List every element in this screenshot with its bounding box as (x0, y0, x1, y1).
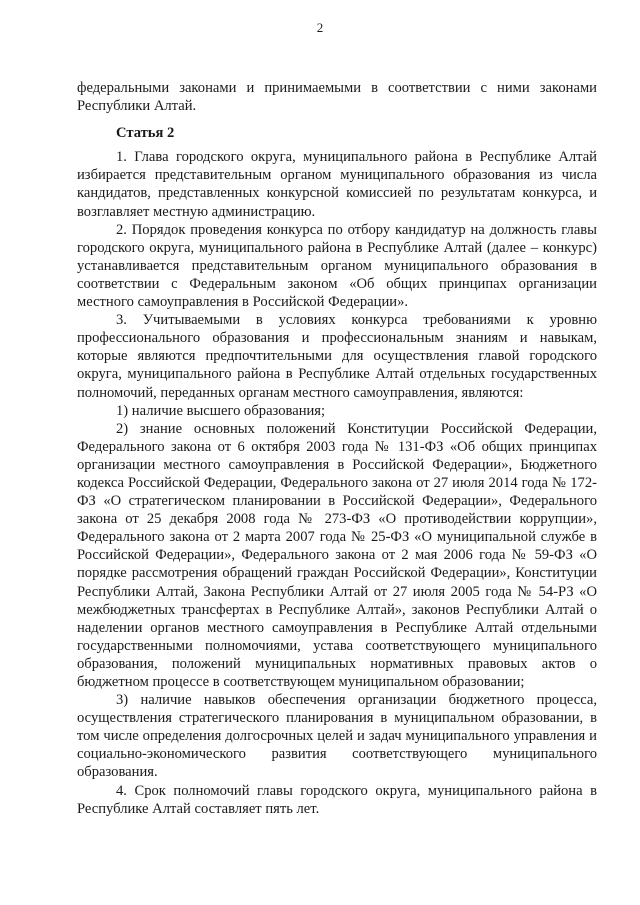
paragraph-4: 4. Срок полномочий главы городского округа, муниципального района в Республике Алтай составляет пять лет. (77, 782, 597, 817)
paragraph-3: 3. Учитываемыми в условиях конкурса требованиями к уровню профессионального образования и профессиональным знаниям и навыкам, которые являются предпочтительными для осуществления главой городского округа, муниципального района в Республике Алтай отдельных государственных полномочий, переданных органам местного самоуправления, являются: (77, 312, 597, 401)
paragraph-1: 1. Глава городского округа, муниципального района в Республике Алтай избирается представительным органом муниципального образования из числа кандидатов, представленных конкурсной комиссией по результатам конкурса, и возглавляет местную администрацию. (77, 149, 597, 220)
intro-paragraph: федеральными законами и принимаемыми в соответствии с ними законами Республики Алтай. (77, 80, 597, 115)
list-item-1: 1) наличие высшего образования; (116, 402, 326, 419)
article-heading: Статья 2 (116, 125, 175, 142)
page-number: 2 (316, 20, 324, 35)
document-body (77, 79, 597, 818)
list-item-3: 3) наличие навыков обеспечения организации бюджетного процесса, осуществления стратегического планирования в муниципальном образовании, в том числе определения долгосрочных целей и задач муниципального управления и социально-экономического развития соответствующего муниципального образования. (77, 692, 597, 781)
list-item-2: 2) знание основных положений Конституции Российской Федерации, Федерального закона от 6 октября 2003 года № 131-ФЗ «Об общих принципах организации местного самоуправления в Российской Федерации», Бюджетного кодекса Российской Федерации, Федерального закона от 27 июля 2014 года № 172-ФЗ «О стратегическом планировании в Российской Федерации», Федерального закона от 25 декабря 2008 года № 273-ФЗ «О противодействии коррупции», Федерального закона от 2 марта 2007 года № 25-ФЗ «О муниципальной службе в Российской Федерации», Федерального закона от 2 мая 2006 года № 59-ФЗ «О порядке рассмотрения обращений граждан Российской Федерации», Конституции Республики Алтай, Закона Республики Алтай от 27 июля 2005 года № 54-РЗ «О межбюджетных трансфертах в Республике Алтай», законов Республики Алтай о наделении органов местного самоуправления в Республике Алтай отдельными государственными полномочиями, устава соответствующего муниципального образования, положений муниципальных нормативных правовых актов о бюджетном процессе в соответствующем муниципальном образовании; (77, 420, 597, 690)
paragraph-2: 2. Порядок проведения конкурса по отбору кандидатур на должность главы городского округа, муниципального района в Республике Алтай (далее – конкурс) устанавливается представительным органом муниципального образования в соответствии с Федеральным законом «Об общих принципах организации местного самоуправления в Российской Федерации». (77, 221, 597, 311)
